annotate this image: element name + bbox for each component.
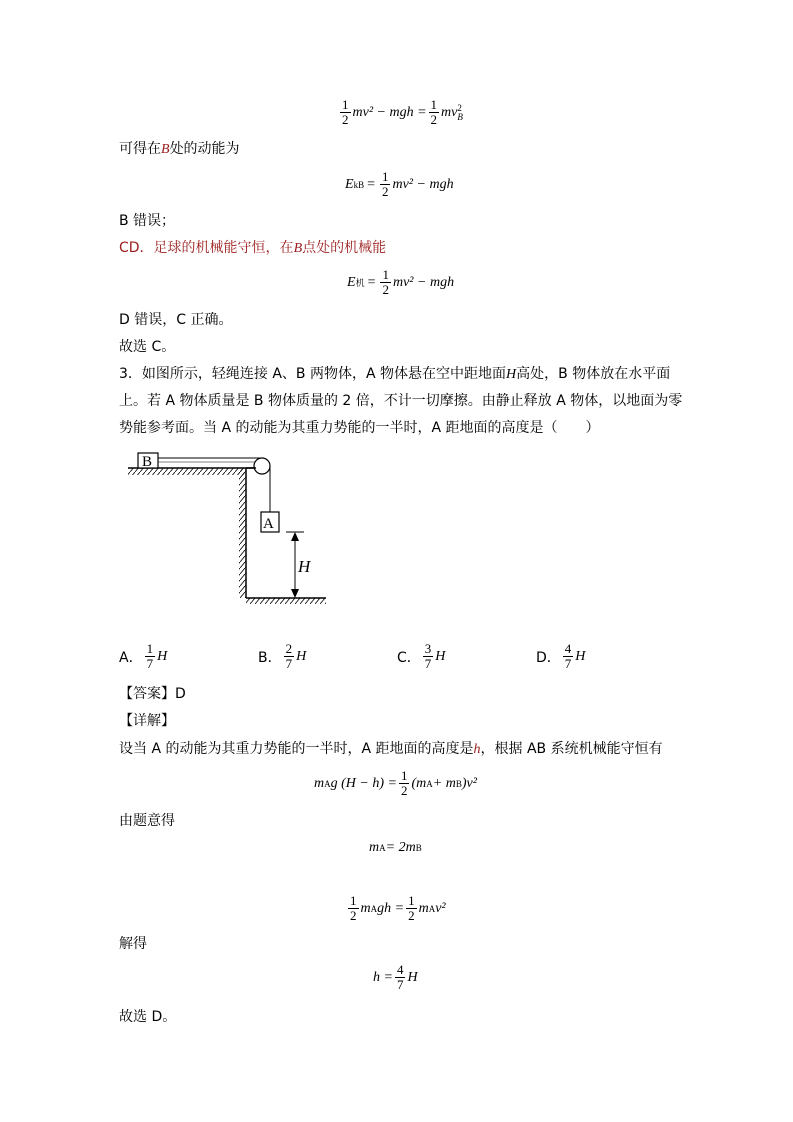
option-a: A． $\frac{1}{7}$ H	[119, 641, 168, 671]
pulley-diagram	[120, 448, 340, 608]
question-3-line-1: 3．如图所示，轻绳连接 A、B 两物体，A 物体悬在空中距地面H高处，B 物体放在水平面	[119, 366, 671, 382]
detail-intro: 设当 A 的动能为其重力势能的一半时，A 距地面的高度是h，根据 AB 系统机械能守恒有	[119, 741, 663, 757]
label-h: H	[298, 557, 311, 576]
text-from-problem: 由题意得	[119, 813, 175, 829]
option-b: B． $\frac{2}{7}$ H	[258, 641, 307, 671]
option-c: C． $\frac{3}{7}$ H	[397, 641, 446, 671]
pulley	[254, 458, 270, 474]
ground-hatch	[246, 598, 326, 604]
text-cd-analysis: CD．足球的机械能守恒，在B点处的机械能	[119, 240, 387, 256]
label-b: B	[142, 454, 153, 470]
text-b-wrong: B 错误；	[119, 213, 176, 229]
question-3-line-3: 势能参考面。当 A 的动能为其重力势能的一半时，A 距地面的高度是（ ）	[119, 420, 600, 436]
text-d-wrong-c-right: D 错误，C 正确。	[119, 312, 233, 328]
text-kinetic-at-b: 可得在B处的动能为	[119, 141, 240, 157]
height-arrow-down	[291, 589, 299, 598]
height-arrow-up	[291, 532, 299, 541]
text-choose-d: 故选 D。	[119, 1009, 177, 1025]
option-d: D． $\frac{4}{7}$ H	[536, 641, 586, 671]
text-choose-c: 故选 C。	[119, 339, 176, 355]
label-a: A	[263, 516, 274, 532]
equation-kinetic-b: E kB = $\frac{1}{2}$ mv² − mgh	[345, 169, 454, 199]
equation-system-energy: m A g (H − h) = $\frac{1}{2}$ (m A + m B )v²	[314, 768, 477, 798]
question-3-line-2: 上。若 A 物体质量是 B 物体质量的 2 倍，不计一切摩擦。由静止释放 A 物体，以地面为零	[119, 393, 683, 409]
equation-energy-conservation: $\frac{1}{2}$ mv² − mgh = $\frac{1}{2}$ mv 2 B	[342, 97, 463, 127]
detail-title: 【详解】	[119, 713, 175, 729]
equation-mass-ratio: m A = 2m B	[369, 840, 422, 855]
equation-result: h = $\frac{4}{7}$ H	[373, 962, 418, 992]
wall-hatch	[239, 468, 246, 598]
answer-label: 【答案】D	[119, 686, 186, 702]
equation-mechanical: E 机 = $\frac{1}{2}$ mv² − mgh	[347, 267, 455, 297]
equation-half-relation: $\frac{1}{2}$ m A gh = $\frac{1}{2}$ m A v²	[350, 893, 446, 923]
text-solve: 解得	[119, 936, 147, 952]
